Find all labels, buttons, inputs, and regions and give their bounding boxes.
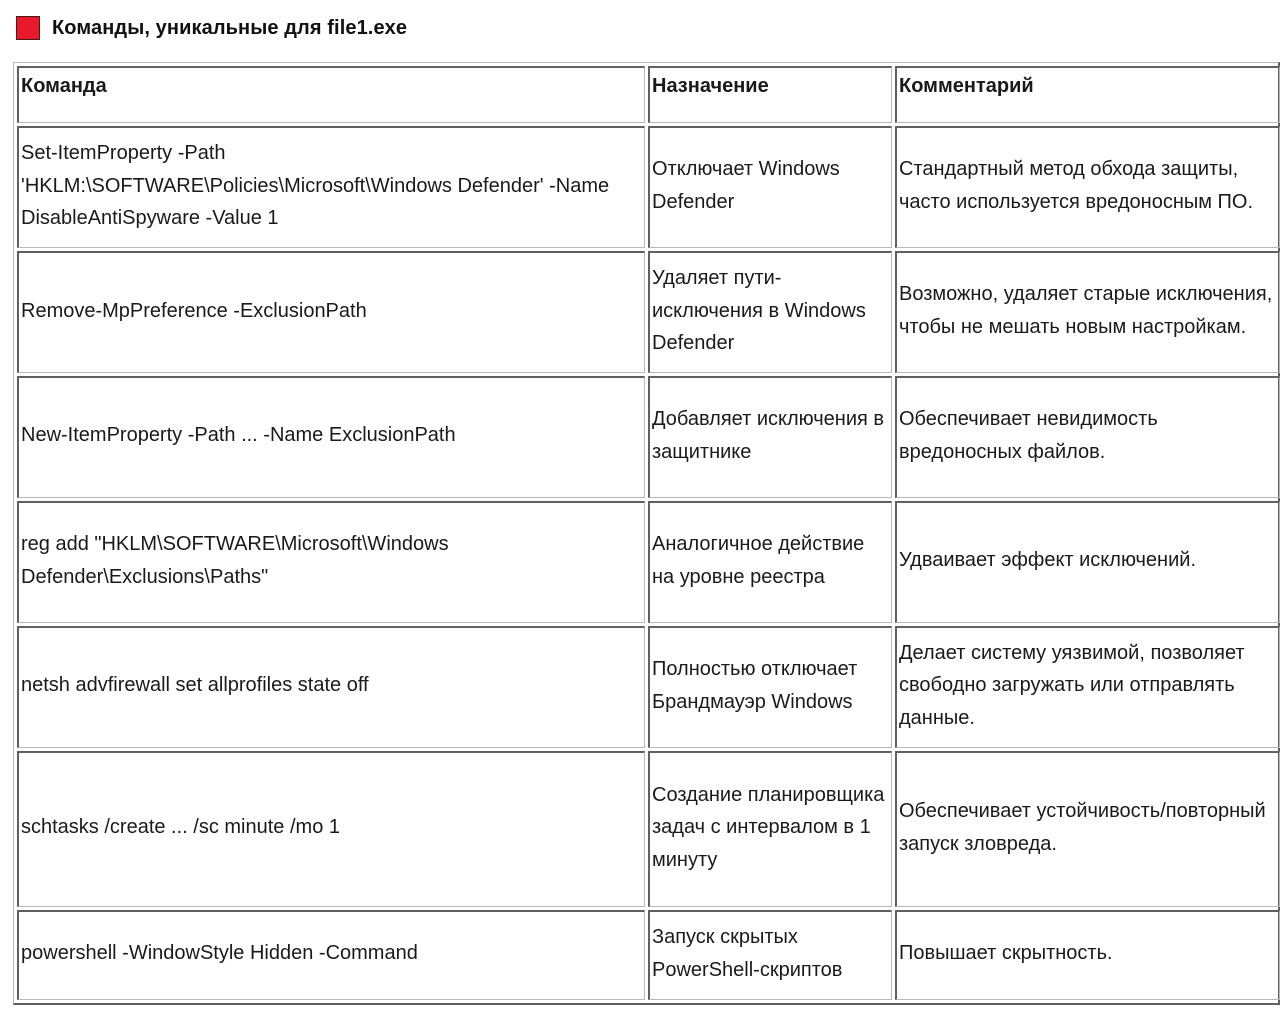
table-header-row <box>17 66 1280 123</box>
header-command: Команда <box>17 66 645 123</box>
section-heading <box>16 14 407 42</box>
cell-comment: Обеспечивает невидимость вредоносных файлов. <box>895 376 1280 498</box>
table-row <box>17 626 1280 748</box>
cell-command: schtasks /create ... /sc minute /mo 1 <box>17 751 645 907</box>
cell-purpose: Отключает Windows Defender <box>648 126 892 248</box>
table-row <box>17 501 1280 623</box>
table-row <box>17 910 1280 1000</box>
table-row <box>17 751 1280 907</box>
section-title: Команды, уникальные для file1.exe <box>52 16 408 39</box>
commands-table-container <box>13 62 1280 1005</box>
cell-purpose: Удаляет пути-исключения в Windows Defender <box>648 251 892 373</box>
cell-purpose: Полностью отключает Брандмауэр Windows <box>648 626 892 748</box>
cell-command: powershell -WindowStyle Hidden -Command <box>17 910 645 1000</box>
table-row <box>17 251 1280 373</box>
cell-purpose: Аналогичное действие на уровне реестра <box>648 501 892 623</box>
cell-comment: Обеспечивает устойчивость/повторный запуск зловреда. <box>895 751 1280 907</box>
red-square-bullet-icon <box>16 16 40 40</box>
header-comment: Комментарий <box>895 66 1280 123</box>
cell-comment: Повышает скрытность. <box>895 910 1280 1000</box>
cell-command: Remove-MpPreference -ExclusionPath <box>17 251 645 373</box>
cell-purpose: Создание планировщика задач с интервалом в 1 минуту <box>648 751 892 907</box>
cell-command: netsh advfirewall set allprofiles state off <box>17 626 645 748</box>
cell-command: reg add "HKLM\SOFTWARE\Microsoft\Windows Defender\Exclusions\Paths" <box>17 501 645 623</box>
cell-purpose: Запуск скрытых PowerShell-скриптов <box>648 910 892 1000</box>
cell-comment: Возможно, удаляет старые исключения, чтобы не мешать новым настройкам. <box>895 251 1280 373</box>
table-row <box>17 126 1280 248</box>
cell-command: New-ItemProperty -Path ... -Name ExclusionPath <box>17 376 645 498</box>
cell-purpose: Добавляет исключения в защитнике <box>648 376 892 498</box>
cell-comment: Удваивает эффект исключений. <box>895 501 1280 623</box>
header-purpose: Назначение <box>648 66 892 123</box>
commands-table <box>14 63 1283 1003</box>
cell-comment: Делает систему уязвимой, позволяет свободно загружать или отправлять данные. <box>895 626 1280 748</box>
cell-comment: Стандартный метод обхода защиты, часто используется вредоносным ПО. <box>895 126 1280 248</box>
cell-command: Set-ItemProperty -Path 'HKLM:\SOFTWARE\Policies\Microsoft\Windows Defender' -Name DisableAntiSpyware -Value 1 <box>17 126 645 248</box>
table-row <box>17 376 1280 498</box>
